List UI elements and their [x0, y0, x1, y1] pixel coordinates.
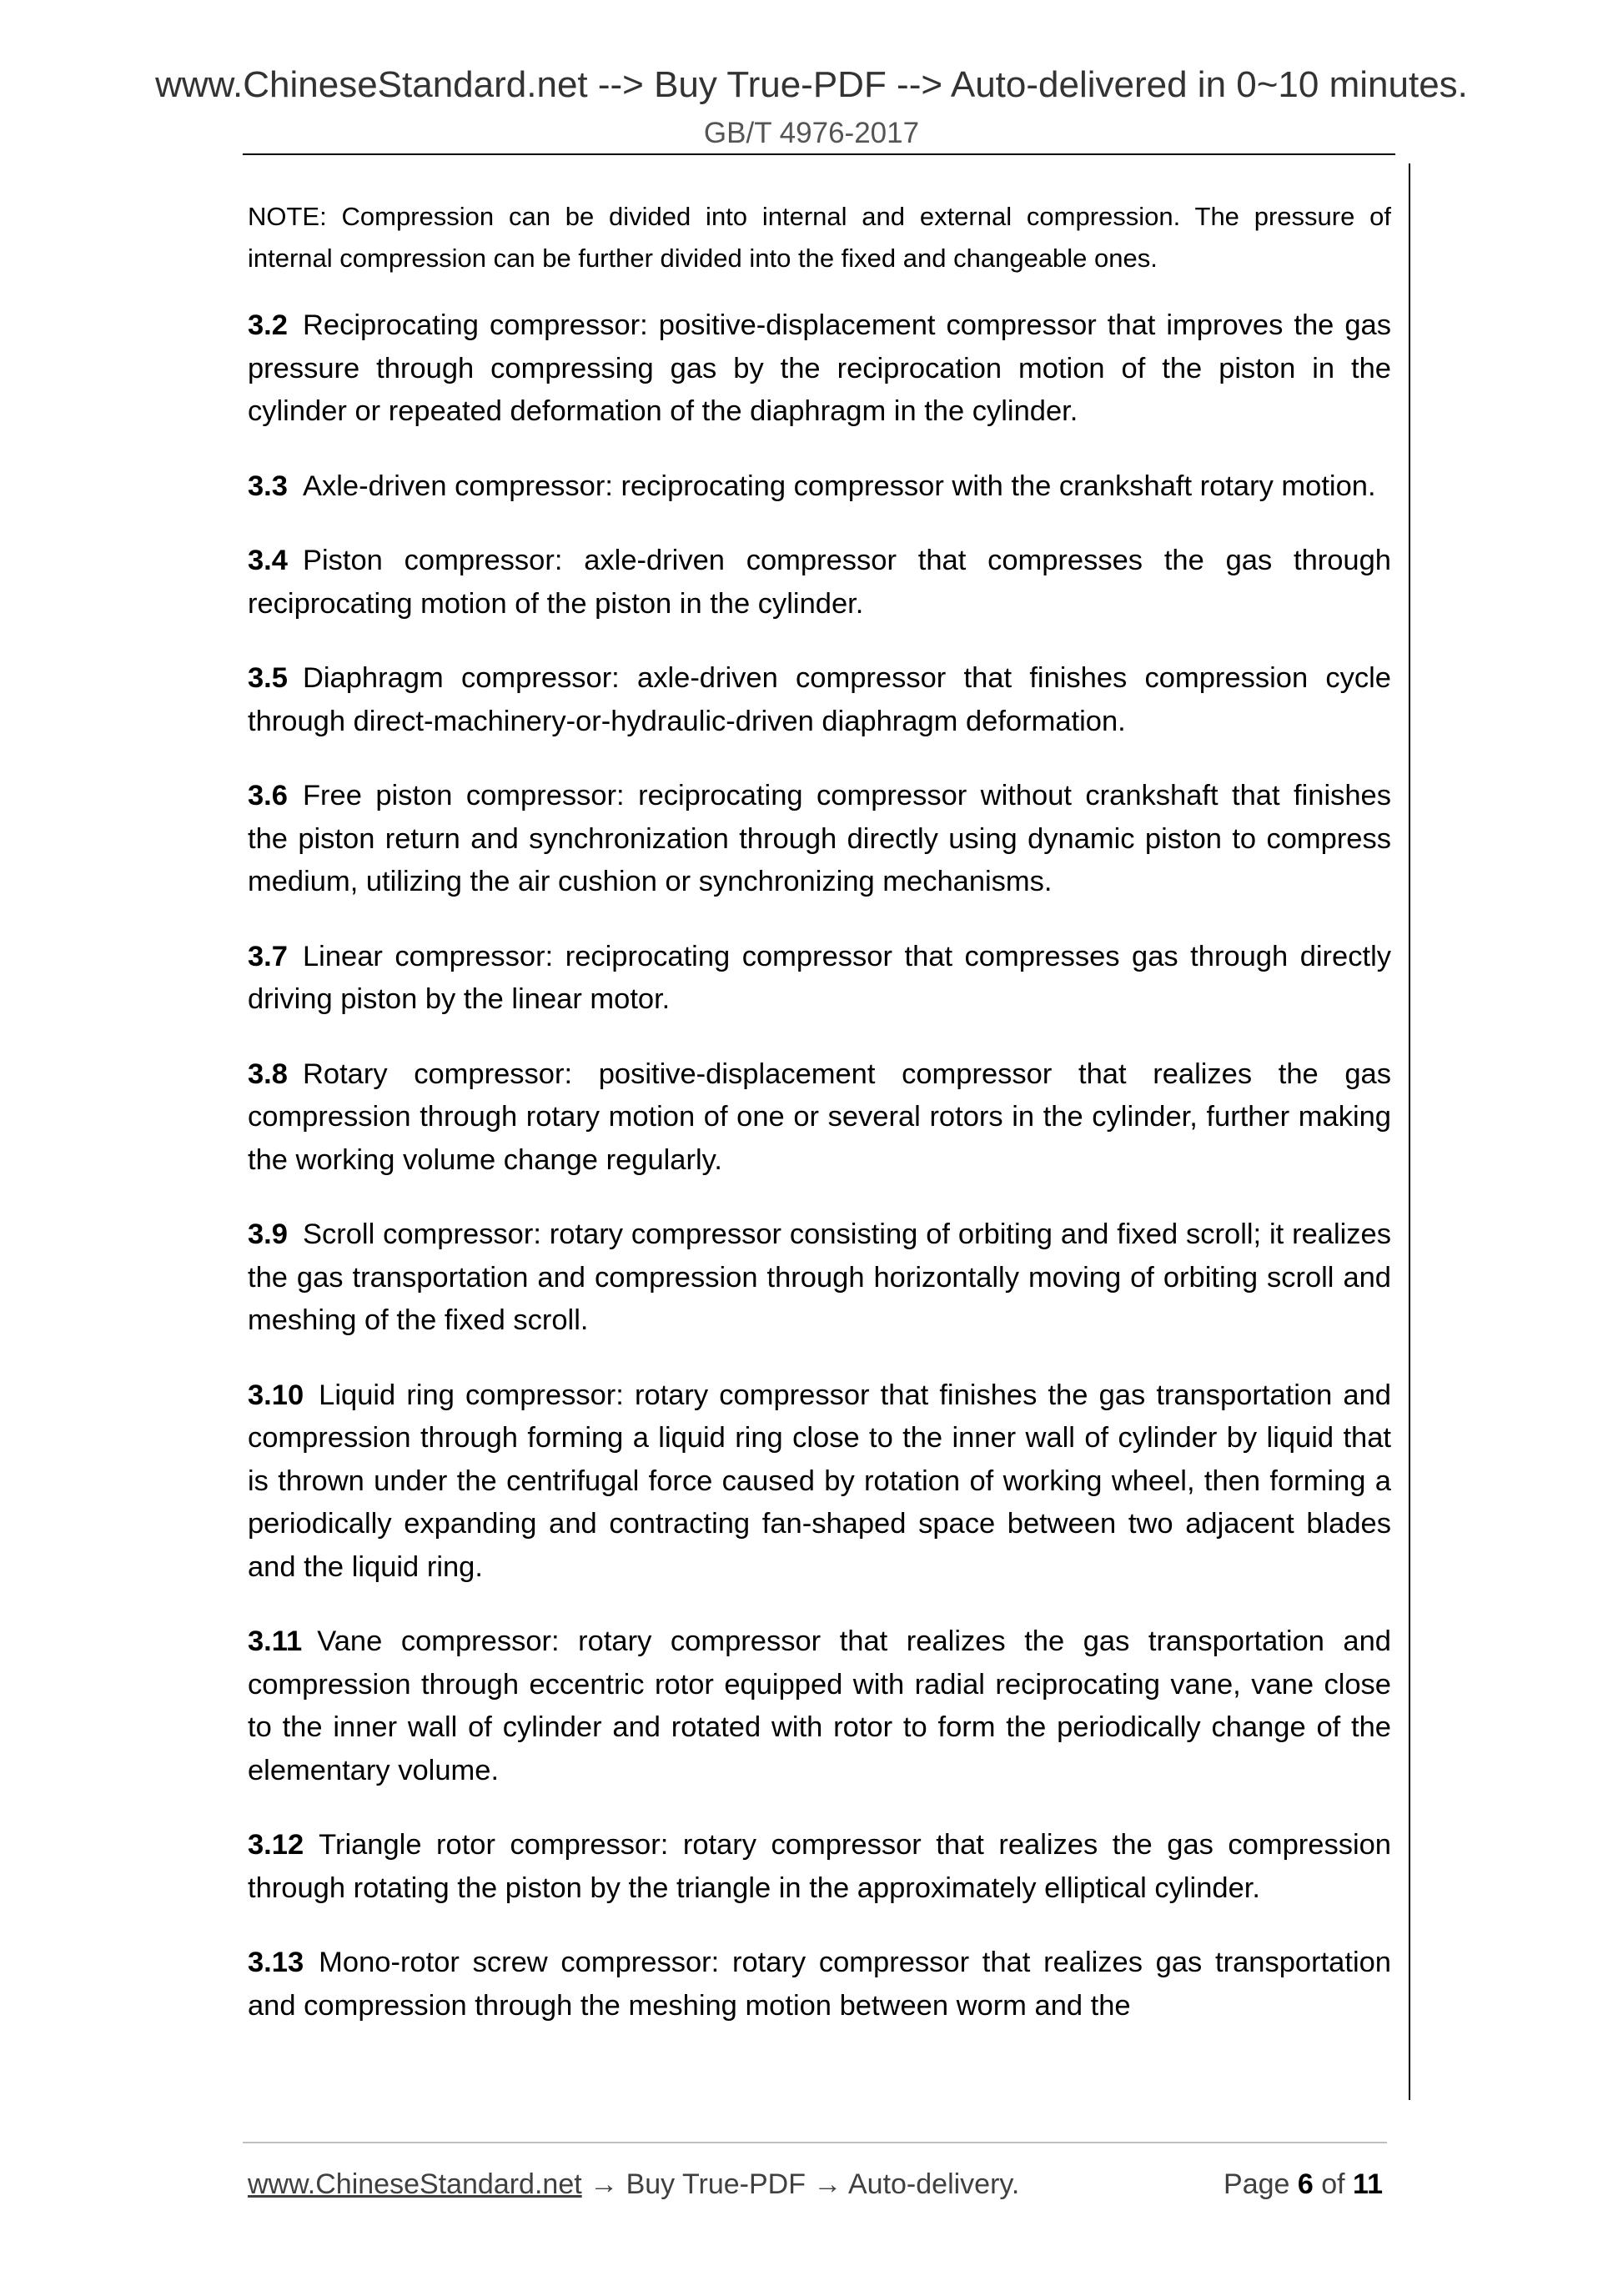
clause-text: Piston compressor: axle-driven compressor that compresses the gas through reciprocating motion of the piston in the cylinder.: [248, 545, 1391, 620]
clause-3-2: [248, 304, 1391, 434]
header-divider: [243, 153, 1395, 155]
footer: [248, 2168, 1383, 2201]
clause-number: 3.11: [248, 1625, 303, 1657]
clause-text: Triangle rotor compressor: rotary compressor that realizes the gas compression through rotating the piston by the triangle in the approximately elliptical cylinder.: [248, 1829, 1391, 1904]
clause-3-3: [248, 465, 1391, 509]
clause-text: Diaphragm compressor: axle-driven compressor that finishes compression cycle through direct-machinery-or-hydraulic-driven diaphragm deformation.: [248, 662, 1391, 737]
page-current: 6: [1297, 2168, 1314, 2200]
clause-3-5: [248, 657, 1391, 743]
clause-number: 3.6: [248, 780, 288, 811]
clause-3-13: [248, 1942, 1391, 2027]
clause-text: Mono-rotor screw compressor: rotary compressor that realizes gas transportation and compression through the meshing motion between worm and the: [248, 1947, 1391, 2022]
page-prefix: Page: [1224, 2168, 1298, 2200]
document-body: [248, 196, 1391, 2027]
clause-text: Vane compressor: rotary compressor that realizes the gas transportation and compression through eccentric rotor equipped with radial reciprocating vane, vane close to the inner wall of cylinder and rotated with rotor to form the periodically change of the elementary volume.: [248, 1625, 1391, 1786]
note-paragraph: NOTE: Compression can be divided into internal and external compression. The pressure of internal compression can be further divided into the fixed and changeable ones.: [248, 202, 1391, 273]
clause-number: 3.10: [248, 1379, 304, 1411]
clause-number: 3.7: [248, 940, 288, 972]
header-banner: www.ChineseStandard.net --> Buy True-PDF --> Auto-delivered in 0~10 minutes.: [155, 64, 1468, 105]
clause-text: Axle-driven compressor: reciprocating compressor with the crankshaft rotary motion.: [302, 470, 1376, 502]
clause-3-11: [248, 1620, 1391, 1792]
clause-text: Scroll compressor: rotary compressor consisting of orbiting and fixed scroll; it realizes the gas transportation and compression through horizontally moving of orbiting scroll and meshing of the fixed scroll.: [248, 1218, 1391, 1336]
clause-3-6: [248, 775, 1391, 904]
clause-3-7: [248, 936, 1391, 1022]
clause-3-8: [248, 1053, 1391, 1183]
clause-number: 3.3: [248, 470, 288, 502]
footer-site-link[interactable]: www.ChineseStandard.net: [248, 2168, 582, 2200]
clause-number: 3.2: [248, 309, 288, 341]
clause-text: Rotary compressor: positive-displacement compressor that realizes the gas compression through rotary motion of one or several rotors in the cylinder, further making the working volume change regularly.: [248, 1058, 1391, 1176]
standard-number: GB/T 4976-2017: [703, 117, 920, 149]
page-total: 11: [1353, 2168, 1383, 2200]
right-margin-line: [1409, 163, 1410, 2100]
clause-text: Linear compressor: reciprocating compressor that compresses gas through directly driving piston by the linear motor.: [248, 940, 1391, 1015]
clause-text: Liquid ring compressor: rotary compressor that finishes the gas transportation and compression through forming a liquid ring close to the inner wall of cylinder by liquid that is thrown under the centrifugal force caused by rotation of working wheel, then forming a periodically expanding and contracting fan-shaped space between two adjacent blades and the liquid ring.: [248, 1379, 1391, 1583]
clause-3-10: [248, 1374, 1391, 1590]
footer-tagline: → Buy True-PDF → Auto-delivery.: [581, 2168, 1020, 2200]
clause-number: 3.9: [248, 1218, 288, 1250]
clause-text: Free piston compressor: reciprocating compressor without crankshaft that finishes the piston return and synchronization through directly using dynamic piston to compress medium, utilizing the air cushion or synchronizing mechanisms.: [248, 780, 1391, 897]
page-of: of: [1313, 2168, 1354, 2200]
page-indicator: [1224, 2168, 1383, 2201]
footer-divider: [243, 2142, 1387, 2143]
clause-3-4: [248, 540, 1391, 625]
clause-text: Reciprocating compressor: positive-displacement compressor that improves the gas pressure through compressing gas by the reciprocation motion of the piston in the cylinder or repeated deformation of the diaphragm in the cylinder.: [248, 309, 1391, 427]
clause-3-12: [248, 1824, 1391, 1910]
clause-number: 3.12: [248, 1829, 304, 1861]
clause-number: 3.8: [248, 1058, 288, 1090]
clause-number: 3.5: [248, 662, 288, 694]
clause-number: 3.4: [248, 545, 288, 576]
clause-3-9: [248, 1213, 1391, 1343]
clause-number: 3.13: [248, 1947, 304, 1978]
